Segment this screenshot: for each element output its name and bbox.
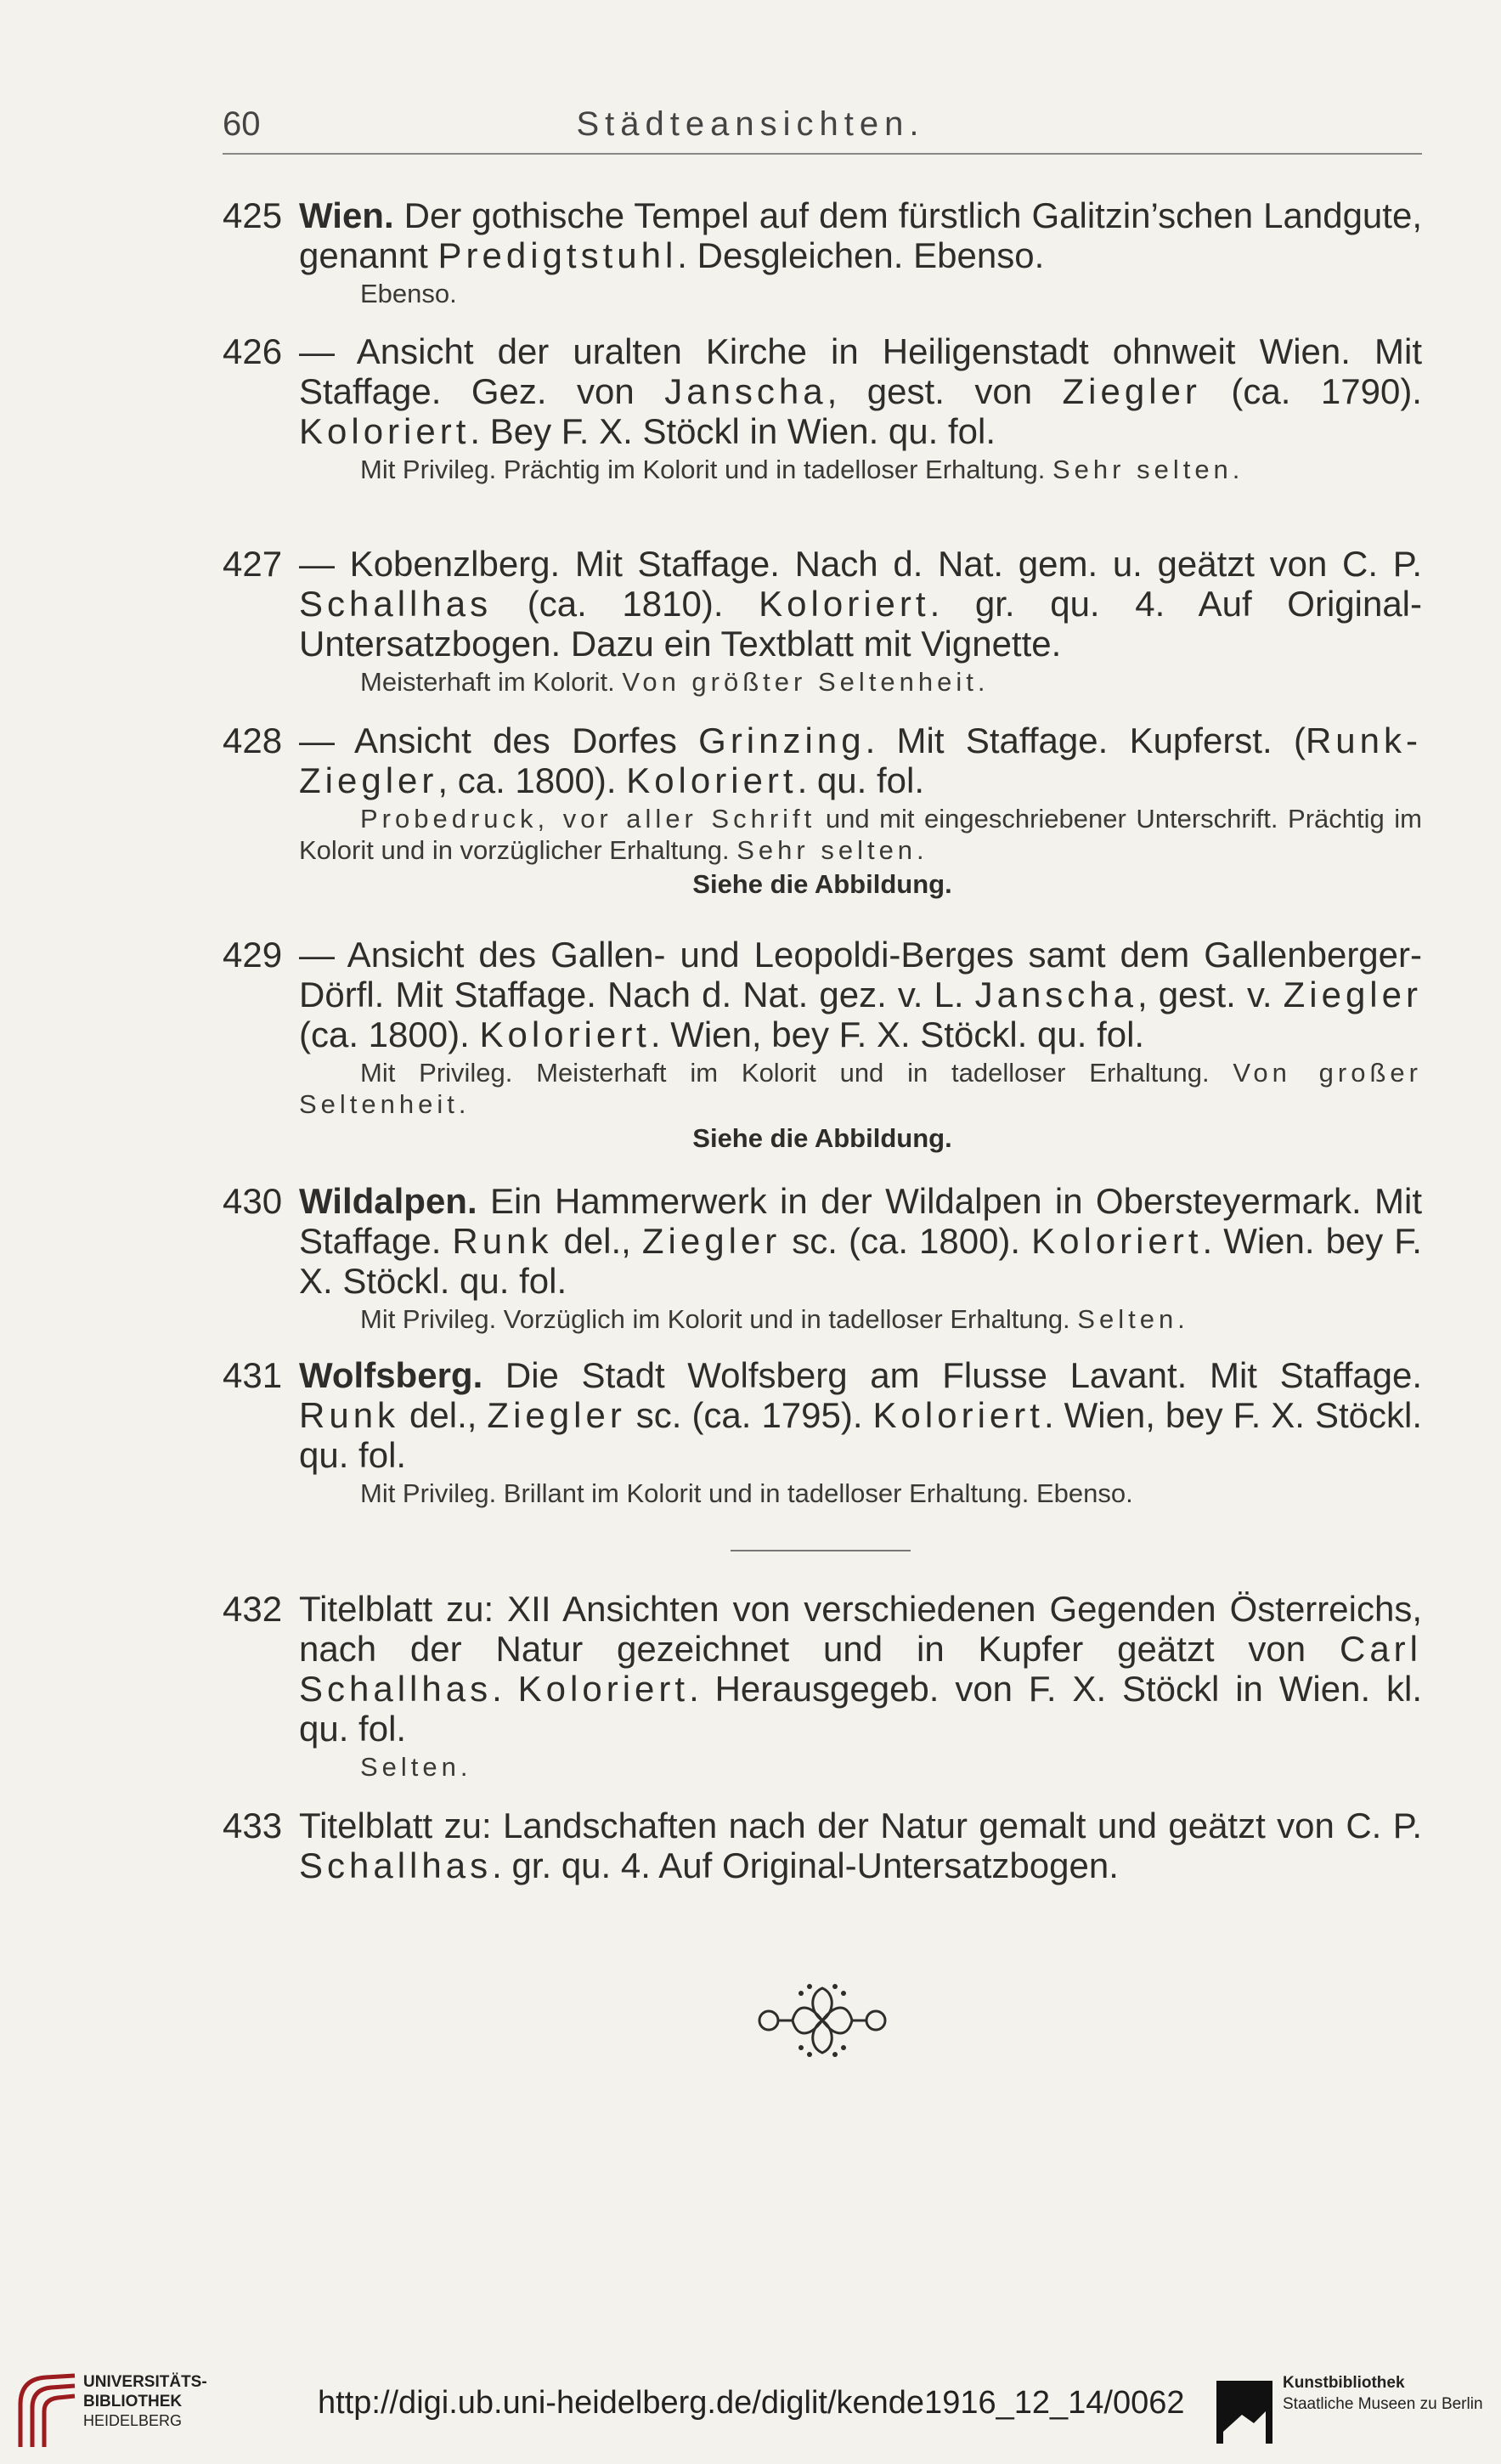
catalog-entry-431 <box>223 1355 1422 1509</box>
spaced-text: Von größter Seltenheit. <box>622 667 990 697</box>
spaced-text: Probedruck, vor aller Schrift <box>360 804 816 834</box>
spaced-text: Runk-Ziegler <box>299 721 1423 800</box>
catalog-entry-433 <box>223 1806 1422 1885</box>
entry-number: 433 <box>223 1806 283 1845</box>
kunstbibliothek-logo-icon <box>1216 2381 1272 2444</box>
entry-text: . qu. fol. <box>797 760 925 800</box>
entry-text: — Ansicht des Gallen- und Leopoldi-Berges samt dem Gallenberger-Dörfl. Mit Staffage. Nach d. Nat. gez. v. L. <box>299 935 1422 1014</box>
entry-note <box>299 666 1422 698</box>
entry-note <box>299 1057 1422 1120</box>
spaced-text: Von großer Seltenheit. <box>299 1058 1422 1119</box>
entry-text: (ca. 1790). <box>1200 371 1422 411</box>
note-text: Ebenso. <box>360 279 457 308</box>
spaced-text: Predigtstuhl <box>437 235 678 275</box>
entry-text: del., <box>552 1221 642 1261</box>
entry-note <box>299 1751 1422 1783</box>
spaced-text: Koloriert <box>759 584 930 624</box>
entry-number: 426 <box>223 331 283 371</box>
entry-text: . gr. qu. 4. Auf Original-Untersatzbogen. Dazu ein Textblatt mit Vignette. <box>299 584 1423 664</box>
university-library-name <box>83 2372 207 2431</box>
entry-text: (ca. 1810). <box>492 584 759 624</box>
entry-text: — Kobenzlberg. Mit Staffage. Nach d. Nat. gem. u. geätzt von C. P. <box>299 544 1422 584</box>
spaced-text: Runk <box>299 1395 400 1435</box>
entry-description <box>299 195 1422 275</box>
spaced-text: Ziegler <box>487 1395 626 1435</box>
catalog-entry-425 <box>223 195 1422 309</box>
entry-text: Titelblatt zu: XII Ansichten von verschiedenen Gegenden Österreichs, nach der Natur gezeichnet und in Kupfer geätzt von <box>299 1589 1422 1669</box>
entry-note <box>299 803 1422 866</box>
entry-text: — Ansicht des Dorfes <box>299 721 699 760</box>
catalog-entry-429 <box>223 935 1422 1156</box>
entry-number: 425 <box>223 195 283 235</box>
entry-heading: Wildalpen. <box>299 1181 477 1221</box>
entry-text: . Desgleichen. Ebenso. <box>677 235 1045 275</box>
catalog-entry-426 <box>223 331 1422 485</box>
entry-text: . Mit Staffage. Kupferst. ( <box>865 721 1306 760</box>
entry-heading: Wien. <box>299 195 394 235</box>
entry-text: . Wien. bey F. X. Stöckl. qu. fol. <box>299 1221 1422 1301</box>
entry-description <box>299 544 1422 664</box>
kb-line: Staatliche Museen zu Berlin <box>1283 2395 1483 2413</box>
note-text: Mit Privileg. Vorzüglich im Kolorit und in tadelloser Erhaltung. <box>360 1304 1078 1334</box>
entry-number: 430 <box>223 1181 283 1221</box>
entry-description <box>299 721 1422 800</box>
header-rule <box>223 153 1422 155</box>
spaced-text: Selten. <box>360 1752 472 1782</box>
entry-description <box>299 1589 1422 1749</box>
entry-number: 427 <box>223 544 283 584</box>
spaced-text: Grinzing <box>698 721 866 760</box>
spaced-text: Ziegler <box>1283 975 1422 1014</box>
permalink-url[interactable]: http://digi.ub.uni-heidelberg.de/diglit/kende1916_12_14/0062 <box>318 2385 1185 2421</box>
entry-text: Die Stadt Wolfsberg am Flusse Lavant. Mit Staffage. <box>482 1355 1422 1395</box>
entry-note <box>299 1478 1422 1509</box>
entry-heading: Wolfsberg. <box>299 1355 483 1395</box>
entry-description <box>299 1806 1422 1885</box>
fleuron-ornament-icon <box>750 1978 894 2063</box>
see-figure-note: Siehe die Abbildung. <box>692 1123 952 1153</box>
spaced-text: Ziegler <box>1062 371 1201 411</box>
entry-text: . Bey F. X. Stöckl in Wien. qu. fol. <box>470 411 996 451</box>
entry-text: , gest. von <box>827 371 1063 411</box>
entry-description <box>299 935 1422 1054</box>
catalog-entry-432 <box>223 1589 1422 1783</box>
spaced-text: Janscha <box>664 371 827 411</box>
entry-description <box>299 1181 1422 1301</box>
entry-text: (ca. 1800). <box>299 1014 480 1054</box>
entry-number: 432 <box>223 1589 283 1629</box>
entry-text: Der gothische Tempel auf dem fürstlich Galitzin’schen Landgute, genannt <box>299 195 1422 275</box>
spaced-text: Koloriert <box>479 1014 651 1054</box>
entry-number: 429 <box>223 935 283 975</box>
entry-text: Titelblatt zu: Landschaften nach der Natur gemalt und geätzt von C. P. <box>299 1806 1422 1845</box>
entry-text: del., <box>399 1395 488 1435</box>
entry-text: sc. (ca. 1800). <box>781 1221 1032 1261</box>
spaced-text: Schallhas <box>299 584 493 624</box>
entry-text: , gest. v. <box>1137 975 1284 1014</box>
spaced-text: Koloriert <box>517 1669 690 1709</box>
spaced-text: Koloriert <box>1031 1221 1203 1261</box>
entry-text: . gr. qu. 4. Auf Original-Untersatzbogen. <box>492 1845 1119 1885</box>
section-divider <box>731 1550 911 1551</box>
uni-line: HEIDELBERG <box>83 2412 183 2429</box>
entry-note <box>299 454 1422 485</box>
entry-text: , ca. 1800). <box>437 760 627 800</box>
entry-text: . Wien, bey F. X. Stöckl. qu. fol. <box>299 1395 1422 1475</box>
entry-number: 428 <box>223 721 283 760</box>
entry-text: Ein Hammerwerk in der Wildalpen in Obersteyermark. Mit Staffage. <box>299 1181 1422 1261</box>
catalog-entry-430 <box>223 1181 1422 1335</box>
spaced-text: Koloriert <box>872 1395 1044 1435</box>
spaced-text: Runk <box>452 1221 553 1261</box>
note-text: Mit Privileg. Brillant im Kolorit und in tadelloser Erhaltung. Ebenso. <box>360 1478 1133 1508</box>
spaced-text: Sehr selten. <box>1052 455 1244 484</box>
spaced-text: Carl Schallhas <box>299 1629 1422 1709</box>
entry-note <box>299 1303 1422 1335</box>
entry-note <box>299 278 1422 309</box>
spaced-text: Janscha <box>974 975 1138 1014</box>
note-text: Mit Privileg. Meisterhaft im Kolorit und in tadelloser Erhaltung. <box>360 1058 1233 1088</box>
see-figure-note: Siehe die Abbildung. <box>692 869 952 899</box>
spaced-text: Sehr selten. <box>736 835 928 865</box>
uni-line: BIBLIOTHEK <box>83 2393 183 2410</box>
spaced-text: Ziegler <box>641 1221 782 1261</box>
entry-text: . Herausgegeb. von F. X. Stöckl in Wien. kl. qu. fol. <box>299 1669 1422 1749</box>
uni-line: UNIVERSITÄTS- <box>83 2373 207 2391</box>
spaced-text: Selten. <box>1077 1304 1189 1334</box>
note-text: Meisterhaft im Kolorit. <box>360 667 623 697</box>
entry-text: . <box>492 1669 518 1709</box>
catalog-entry-428 <box>223 721 1422 901</box>
entry-text: sc. (ca. 1795). <box>625 1395 873 1435</box>
entry-number: 431 <box>223 1355 283 1395</box>
entry-description <box>299 331 1422 451</box>
kb-line: Kunstbibliothek <box>1283 2374 1405 2392</box>
entry-text: . Wien, bey F. X. Stöckl. qu. fol. <box>650 1014 1145 1054</box>
spaced-text: Koloriert <box>299 411 471 451</box>
spaced-text: Koloriert <box>626 760 798 800</box>
running-head: Städteansichten. <box>576 105 925 143</box>
note-text: und mit eingeschriebener Unterschrift. Prächtig im Kolorit und in vorzüglicher Erhaltung. <box>299 804 1422 865</box>
catalog-entry-427 <box>223 544 1422 698</box>
page-number: 60 <box>223 105 261 143</box>
spaced-text: Schallhas <box>299 1845 493 1885</box>
entry-text: — Ansicht der uralten Kirche in Heiligenstadt ohnweit Wien. Mit Staffage. Gez. von <box>299 331 1422 411</box>
note-text: Mit Privileg. Prächtig im Kolorit und in tadelloser Erhaltung. <box>360 455 1052 484</box>
kunstbibliothek-name <box>1283 2372 1483 2415</box>
university-library-logo-icon <box>12 2371 78 2449</box>
entry-description <box>299 1355 1422 1475</box>
